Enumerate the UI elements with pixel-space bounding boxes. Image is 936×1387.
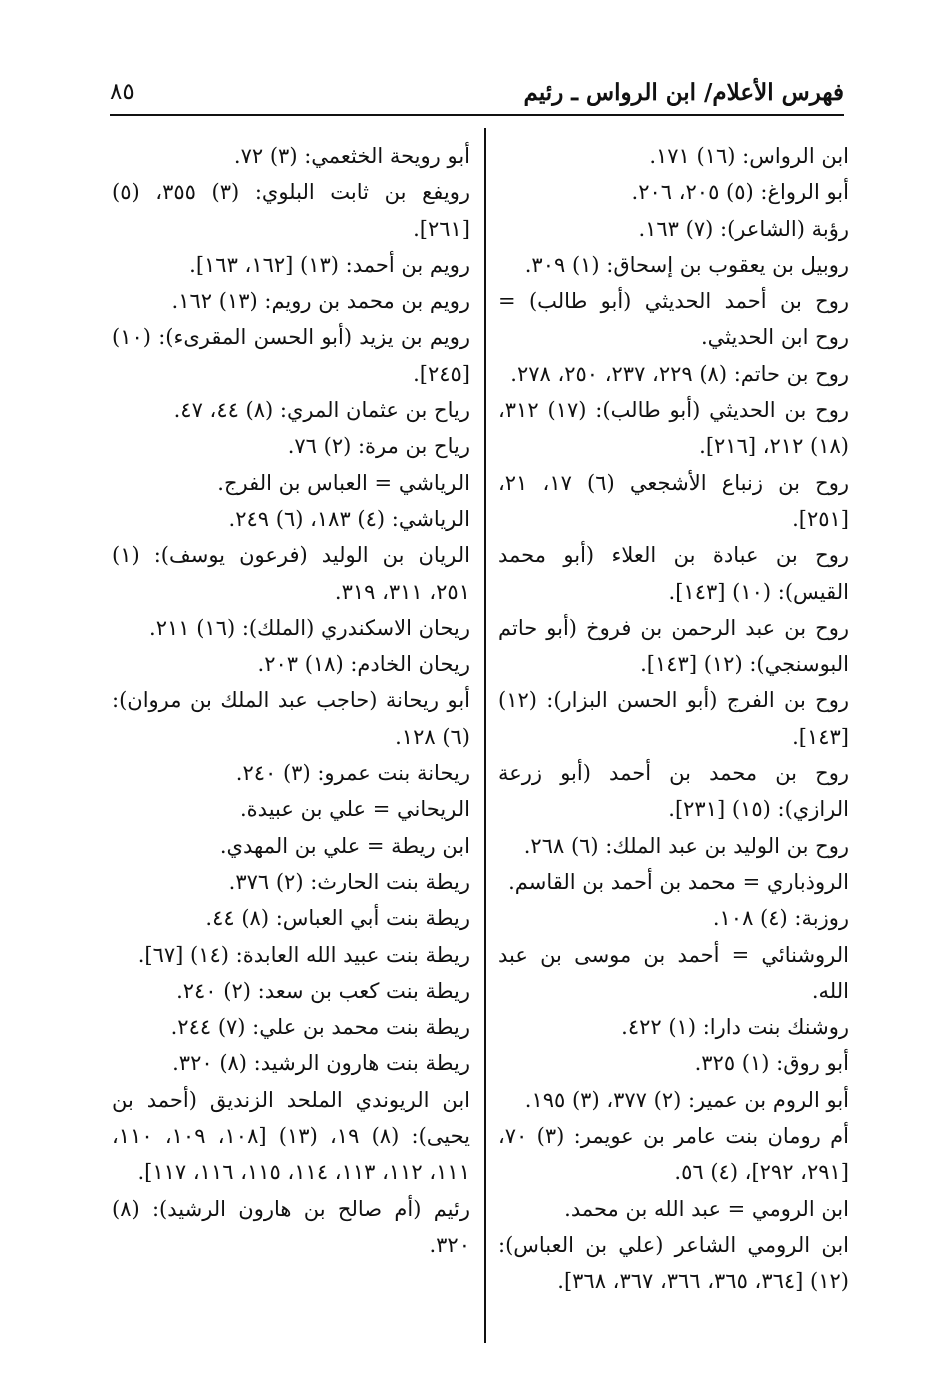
page-number: ٨٥ [110, 79, 135, 105]
index-entry: الريحاني = علي بن عبيدة. [240, 797, 470, 822]
index-entry: روح بن أحمد الحديثي (أبو طالب) = روح ابن الحديثي. [498, 289, 849, 350]
index-entry: ريحانة بنت عمرو: (٣) ٢٤٠. [235, 761, 470, 786]
index-entry: الروذباري = محمد بن أحمد بن القاسم. [508, 869, 849, 894]
index-entry: رياح بن مرة: (٢) ٧٦. [287, 434, 470, 459]
index-entry: الرياشي: (٤) ١٨٣، (٦) ٢٤٩. [228, 506, 470, 531]
page-header [110, 70, 844, 114]
index-entry: رويم بن أحمد: (١٣) [١٦٢، ١٦٣]. [189, 252, 470, 277]
index-column-left [112, 138, 470, 1263]
index-entry: ابن الرومي الشاعر (علي بن العباس): (١٢) [٣٦٤، ٣٦٥، ٣٦٦، ٣٦٧، ٣٦٨]. [498, 1232, 849, 1294]
index-entry: روح بن حاتم: (٨) ٢٢٩، ٢٣٧، ٢٥٠، ٢٧٨. [510, 361, 849, 386]
index-entry: ابن ريطة = علي بن المهدي. [219, 833, 470, 858]
index-entry: ريحان الخادم: (١٨) ٢٠٣. [257, 652, 470, 677]
index-entry: رئيم (أم صالح بن هارون الرشيد): (٨) ٣٢٠. [112, 1196, 470, 1257]
index-entry: ريطة بنت الحارث: (٢) ٣٧٦. [228, 869, 470, 894]
index-entry: ريطة بنت عبيد الله العابدة: (١٤) [٦٧]. [137, 942, 470, 967]
index-entry: روبيل بن يعقوب بن إسحاق: (١) ٣٠٩. [524, 252, 849, 277]
index-entry: رياح بن عثمان المري: (٨) ٤٤، ٤٧. [173, 398, 470, 423]
index-entry: أبو ريحانة (حاجب عبد الملك بن مروان): (٦) ١٢٨. [112, 688, 470, 749]
index-entry: روح بن الوليد بن عبد الملك: (٦) ٢٦٨. [523, 833, 849, 858]
index-entry: ابن الرومي = عبد الله بن محمد. [564, 1196, 849, 1221]
index-entry: روزبة: (٤) ١٠٨. [712, 906, 849, 931]
index-column-right [498, 138, 849, 1300]
index-entry: ريطة بنت أبي العباس: (٨) ٤٤. [205, 906, 470, 931]
index-entry: رويم بن محمد بن رويم: (١٣) ١٦٢. [171, 289, 470, 314]
index-entry: رويفع بن ثابت البلوي: (٣) ٣٥٥، (٥) [٢٦١]. [112, 180, 470, 241]
index-entry: أبو رويحة الخثعمي: (٣) ٧٢. [233, 144, 470, 168]
index-entry: الرياشي = العباس بن الفرج. [217, 470, 470, 495]
index-entry: ريطة بنت كعب بن سعد: (٢) ٢٤٠. [176, 978, 470, 1003]
column-divider [484, 128, 486, 1343]
index-entry: ريطة بنت هارون الرشيد: (٨) ٣٢٠. [172, 1051, 470, 1076]
index-entry: ريطة بنت محمد بن علي: (٧) ٢٤٤. [170, 1015, 470, 1040]
index-entry: رويم بن يزيد (أبو الحسن المقرىء): (١٠) [٢٤٥]. [112, 325, 470, 386]
index-entry: ريحان الاسكندري (الملك): (١٦) ٢١١. [149, 615, 470, 640]
index-entry: أبو الروم بن عمير: (٢) ٣٧٧، (٣) ١٩٥. [524, 1087, 849, 1112]
index-entry: أبو الرواغ: (٥) ٢٠٥، ٢٠٦. [631, 180, 849, 205]
index-entry: ابن الريوندي الملحد الزنديق (أحمد بن يحيى): (٨) ١٩، (١٣) [١٠٨، ١٠٩، ١١٠، ١١١، ١١٢، ١١٣، ١١٤، ١١٥، ١١٦، ١١٧]. [112, 1087, 471, 1185]
index-entry: أم رومان بنت عامر بن عويمر: (٣) ٧٠، [٢٩١، ٢٩٢]، (٤) ٥٦. [498, 1124, 849, 1185]
running-title: فهرس الأعلام/ ابن الرواس ـ رئيم [523, 78, 844, 106]
index-entry: روشنك بنت دارا: (١) ٤٢٢. [621, 1015, 849, 1040]
index-entry: روح بن عبادة بن العلاء (أبو محمد القيس): (١٠) [١٤٣]. [498, 543, 849, 604]
index-entry: روح بن الفرج (أبو الحسن البزار): (١٢) [١٤٣]. [498, 688, 849, 749]
header-rule [110, 114, 844, 116]
index-entry: ابن الرواس: (١٦) ١٧١. [649, 144, 849, 168]
index-entry: روح بن محمد بن أحمد (أبو زرعة الرازي): (١٥) [٢٣١]. [498, 761, 849, 822]
index-entry: روح بن عبد الرحمن بن فروخ (أبو حاتم البوسنجي): (١٢) [١٤٣]. [498, 615, 849, 677]
index-entry: الريان بن الوليد (فرعون يوسف): (١) ٢٥١، ٣١١، ٣١٩. [112, 543, 470, 604]
index-entry: الروشنائي = أحمد بن موسى بن عبد الله. [498, 942, 849, 1003]
index-entry: أبو روق: (١) ٣٢٥. [694, 1051, 849, 1076]
index-entry: روح بن الحديثي (أبو طالب): (١٧) ٣١٢، (١٨) ٢١٢، [٢١٦]. [498, 398, 850, 459]
index-entry: روح بن زنباع الأشجعي (٦) ١٧، ٢١، [٢٥١]. [498, 470, 849, 531]
index-entry: رؤبة (الشاعر): (٧) ١٦٣. [638, 216, 849, 241]
